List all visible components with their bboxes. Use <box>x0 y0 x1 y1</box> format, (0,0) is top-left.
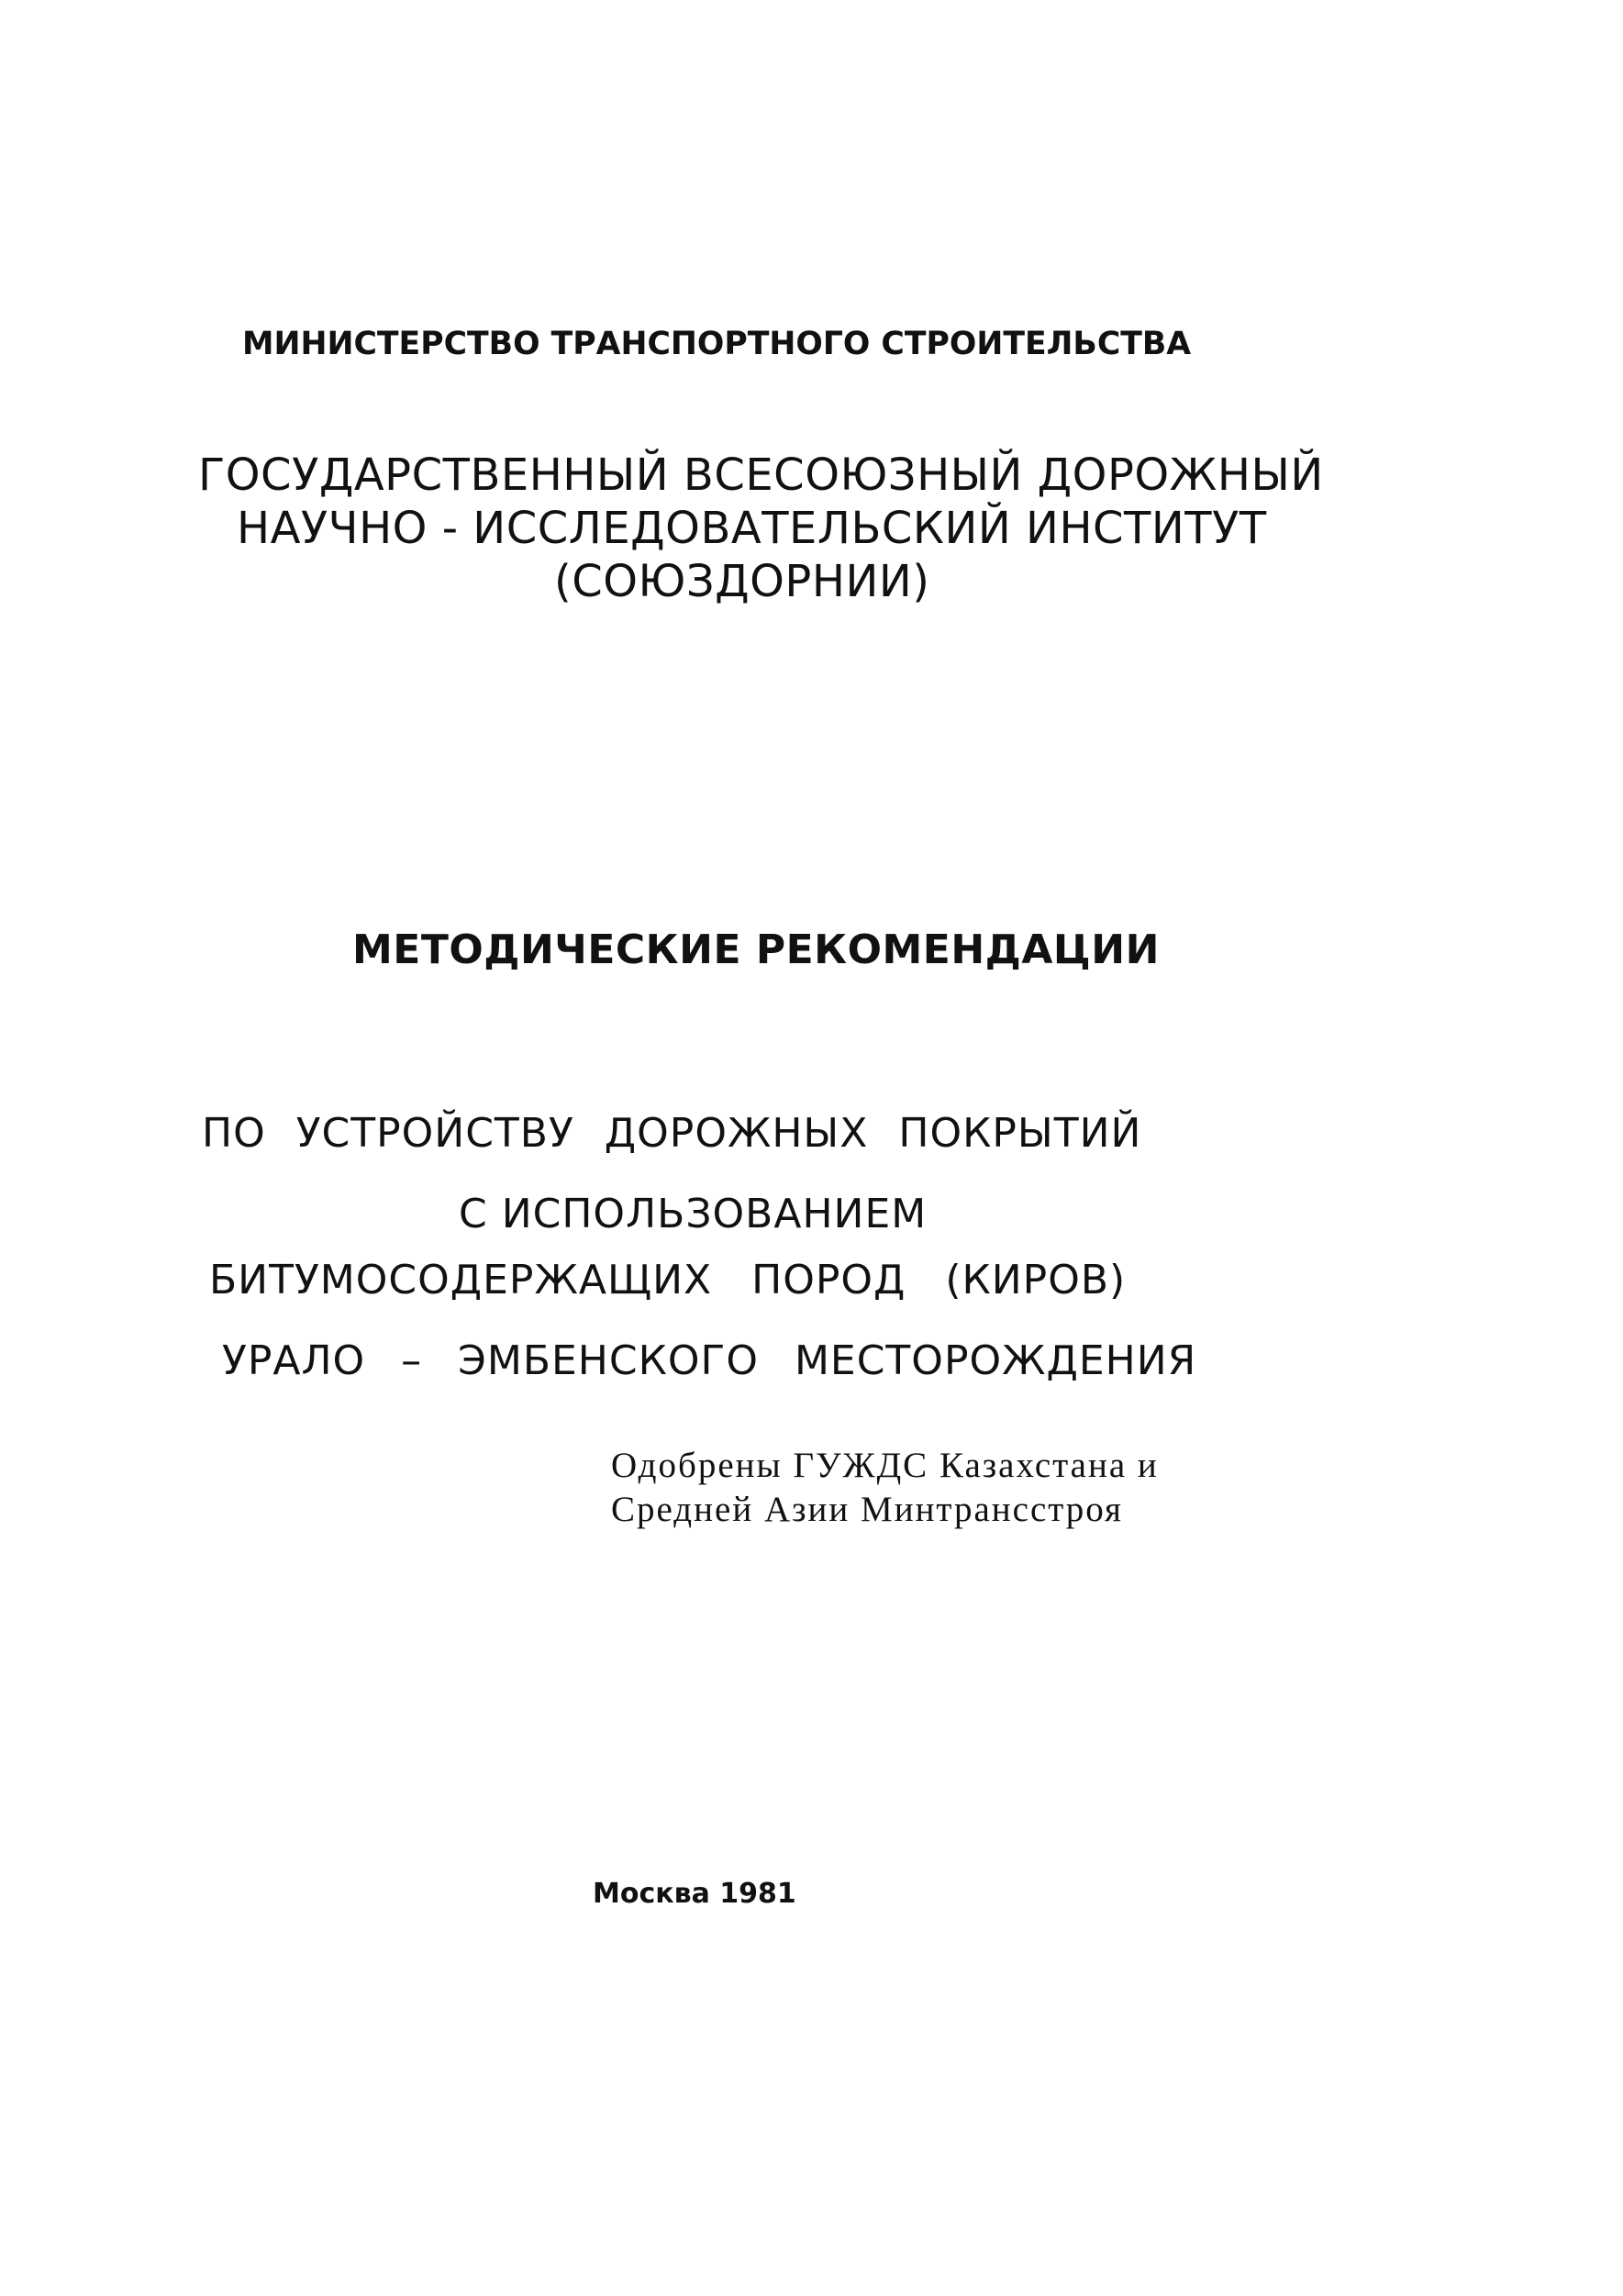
ministry-name: МИНИСТЕРСТВО ТРАНСПОРТНОГО СТРОИТЕЛЬСТВА <box>242 326 1192 362</box>
document-type-title: МЕТОДИЧЕСКИЕ РЕКОМЕНДАЦИИ <box>352 926 1160 973</box>
institute-abbreviation: (СОЮЗДОРНИИ) <box>554 556 930 607</box>
approval-note-line-2: Средней Азии Минтрансстроя <box>611 1490 1123 1529</box>
subtitle-line-1: ПО УСТРОЙСТВУ ДОРОЖНЫХ ПОКРЫТИЙ <box>202 1110 1142 1157</box>
subtitle-line-3: БИТУМОСОДЕРЖАЩИХ ПОРОД (КИРОВ) <box>209 1257 1127 1303</box>
institute-name-line-2: НАУЧНО - ИССЛЕДОВАТЕЛЬСКИЙ ИНСТИТУТ <box>237 503 1267 554</box>
subtitle-line-2: С ИСПОЛЬЗОВАНИЕМ <box>459 1191 928 1237</box>
publication-imprint: Москва 1981 <box>593 1878 796 1910</box>
approval-note-line-1: Одобрены ГУЖДС Казахстана и <box>611 1446 1159 1485</box>
institute-name-line-1: ГОСУДАРСТВЕННЫЙ ВСЕСОЮЗНЫЙ ДОРОЖНЫЙ <box>198 449 1324 501</box>
subtitle-line-4: УРАЛО – ЭМБЕНСКОГО МЕСТОРОЖДЕНИЯ <box>222 1337 1197 1384</box>
